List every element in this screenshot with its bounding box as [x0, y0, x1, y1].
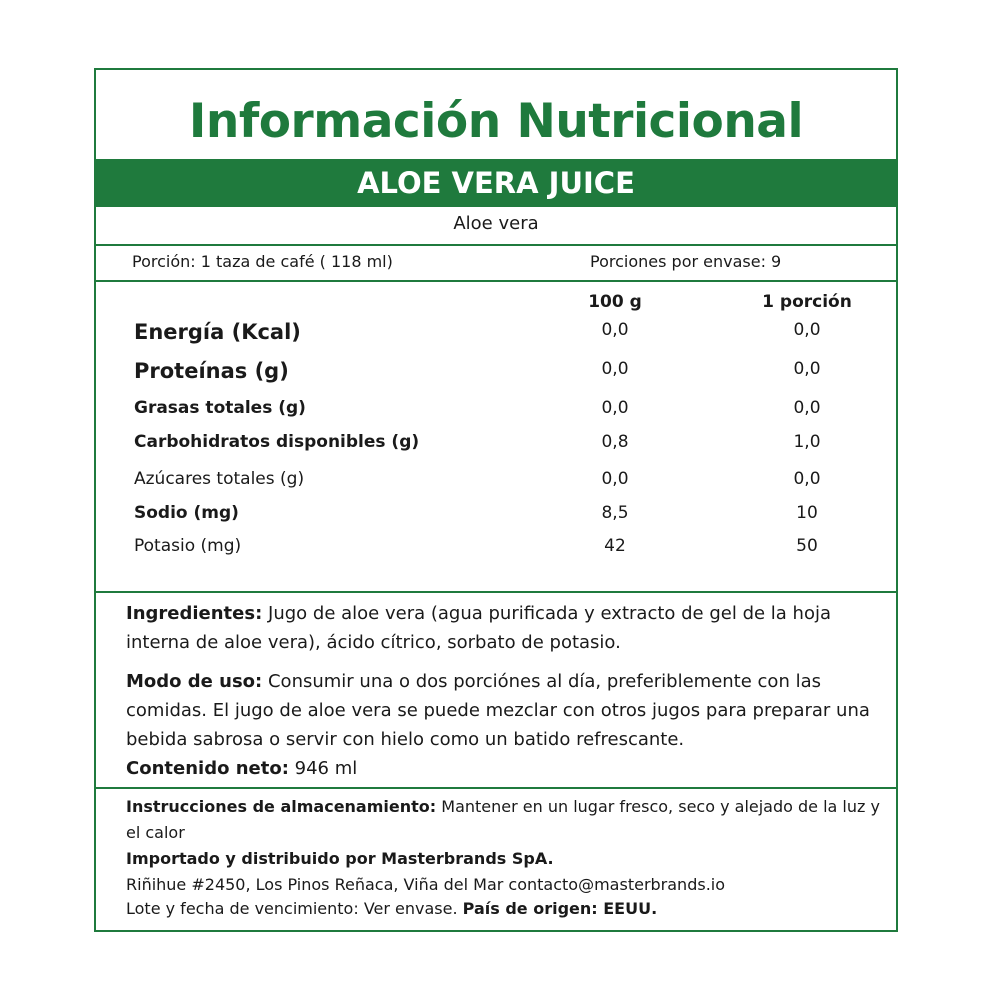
nutrient-value-100g: 0,0	[601, 359, 629, 379]
divider	[96, 787, 896, 789]
storage-label: Instrucciones de almacenamiento:	[126, 797, 437, 816]
nutrient-row-fat	[96, 398, 896, 428]
nutrient-value-portion: 0,0	[793, 469, 821, 489]
usage-label: Modo de uso:	[126, 671, 263, 692]
product-subname: Aloe vera	[453, 213, 539, 234]
divider	[96, 244, 896, 246]
usage-text: Consumir una o dos porciónes al día, preferiblemente con las comidas. El jugo de aloe vera se puede mezclar con otros jugos para preparar una bebida sabrosa o servir con hielo como un batido refrescante.	[126, 671, 870, 750]
nutrient-name: Sodio (mg)	[134, 503, 239, 523]
nutrient-name: Azúcares totales (g)	[134, 469, 305, 489]
nutrient-value-portion: 10	[796, 503, 818, 523]
column-header-portion: 1 porción	[762, 292, 852, 312]
ingredients-text: Jugo de aloe vera (agua purificada y extracto de gel de la hoja interna de aloe vera), ácido cítrico, sorbato de potasio.	[126, 603, 831, 653]
nutrient-name: Proteínas (g)	[134, 359, 289, 383]
nutrient-value-100g: 0,8	[601, 432, 629, 452]
nutrient-row-potassium	[96, 536, 896, 566]
nutrient-value-portion: 0,0	[793, 320, 821, 340]
ingredients-section	[126, 599, 886, 657]
net-content-value: 946 ml	[294, 758, 358, 779]
nutrient-value-100g: 0,0	[601, 398, 629, 418]
nutrient-value-portion: 0,0	[793, 359, 821, 379]
address-line: Riñihue #2450, Los Pinos Reñaca, Viña del Mar contacto@masterbrands.io	[126, 875, 726, 894]
lot-text: Lote y fecha de vencimiento: Ver envase.	[126, 899, 458, 918]
nutrient-value-portion: 1,0	[793, 432, 821, 452]
nutrient-value-portion: 50	[796, 536, 818, 556]
lot-line	[126, 896, 886, 922]
origin-text: País de origen: EEUU.	[462, 899, 658, 918]
nutrient-name: Potasio (mg)	[134, 536, 242, 556]
net-content-label: Contenido neto:	[126, 758, 289, 779]
servings-per-container: Porciones por envase: 9	[590, 252, 782, 271]
usage-section	[126, 667, 886, 754]
nutrient-row-sugars	[96, 469, 896, 499]
label-title: Información Nutricional	[188, 94, 804, 149]
column-header-100g: 100 g	[588, 292, 642, 312]
nutrient-name: Carbohidratos disponibles (g)	[134, 432, 420, 452]
nutrient-value-100g: 42	[604, 536, 626, 556]
importer-line: Importado y distribuido por Masterbrands SpA.	[126, 849, 554, 868]
storage-text: Mantener en un lugar fresco, seco y alejado de la luz y el calor	[126, 797, 880, 842]
nutrient-row-carbs	[96, 432, 896, 462]
storage-section	[126, 794, 886, 846]
product-banner: ALOE VERA JUICE	[96, 159, 896, 207]
ingredients-label: Ingredientes:	[126, 603, 263, 624]
nutrition-label	[94, 68, 898, 932]
nutrient-name: Grasas totales (g)	[134, 398, 306, 418]
nutrient-row-sodium	[96, 503, 896, 533]
nutrient-row-energy	[96, 320, 896, 350]
divider	[96, 591, 896, 593]
serving-size: Porción: 1 taza de café ( 118 ml)	[132, 252, 393, 271]
nutrient-row-protein	[96, 359, 896, 389]
net-content	[126, 754, 886, 783]
divider	[96, 280, 896, 282]
nutrient-value-100g: 0,0	[601, 469, 629, 489]
nutrient-value-100g: 0,0	[601, 320, 629, 340]
nutrient-value-100g: 8,5	[601, 503, 629, 523]
nutrient-name: Energía (Kcal)	[134, 320, 301, 344]
nutrient-value-portion: 0,0	[793, 398, 821, 418]
